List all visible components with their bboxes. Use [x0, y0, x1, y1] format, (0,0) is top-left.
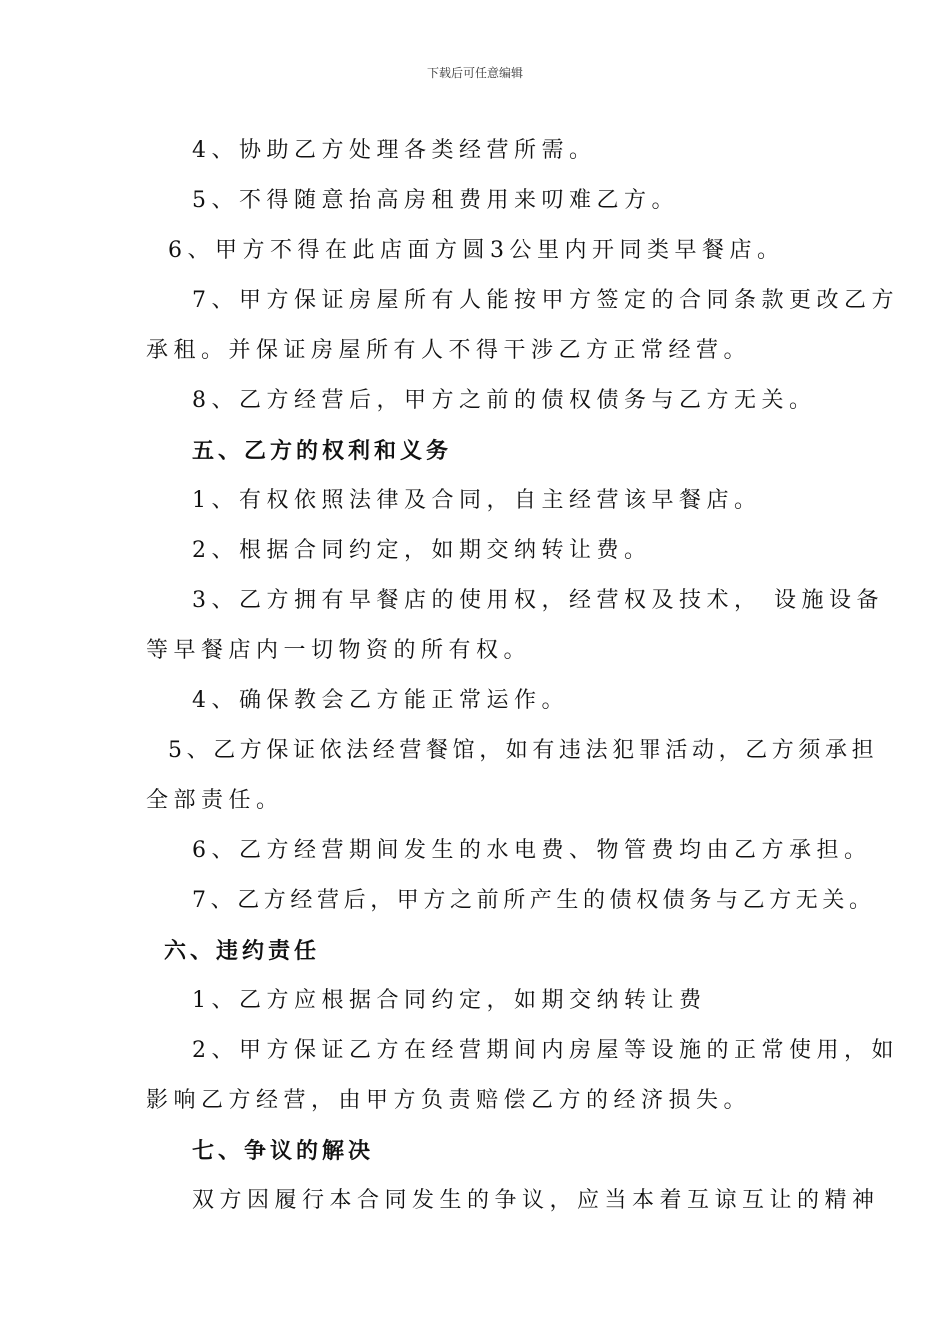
paragraph-line: 双方因履行本合同发生的争议，应当本着互谅互让的精神: [192, 1188, 880, 1213]
paragraph-line: 4、协助乙方处理各类经营所需。: [192, 138, 597, 163]
section-heading: 六、违约责任: [164, 938, 321, 964]
page-header: 下载后可任意编辑: [426, 66, 523, 80]
section-heading: 五、乙方的权利和义务: [192, 438, 453, 464]
paragraph-line: 7、甲方保证房屋所有人能按甲方签定的合同条款更改乙方: [192, 288, 899, 313]
paragraph-line: 4、确保教会乙方能正常运作。: [192, 688, 569, 713]
paragraph-line: 承租。并保证房屋所有人不得干涉乙方正常经营。: [146, 338, 752, 363]
paragraph-line: 5、不得随意抬高房租费用来叨难乙方。: [192, 188, 679, 213]
paragraph-line: 2、甲方保证乙方在经营期间内房屋等设施的正常使用，如: [192, 1038, 899, 1063]
paragraph-line: 2、根据合同约定，如期交纳转让费。: [192, 538, 652, 563]
paragraph-line: 8、乙方经营后，甲方之前的债权债务与乙方无关。: [192, 388, 817, 413]
paragraph-line: 全部责任。: [146, 788, 284, 813]
paragraph-line: 3、乙方拥有早餐店的使用权，经营权及技术， 设施设备: [192, 588, 884, 613]
paragraph-line: 1、乙方应根据合同约定，如期交纳转让费: [192, 988, 707, 1013]
paragraph-line: 等早餐店内一切物资的所有权。: [146, 638, 532, 663]
paragraph-line: 影响乙方经营，由甲方负责赔偿乙方的经济损失。: [146, 1088, 752, 1113]
paragraph-line: 6、乙方经营期间发生的水电费、物管费均由乙方承担。: [192, 838, 872, 863]
section-heading: 七、争议的解决: [192, 1138, 375, 1164]
paragraph-line: 6、甲方不得在此店面方圆3公里内开同类早餐店。: [168, 238, 785, 263]
paragraph-line: 7、乙方经营后，甲方之前所产生的债权债务与乙方无关。: [192, 888, 876, 913]
paragraph-line: 5、乙方保证依法经营餐馆，如有违法犯罪活动，乙方须承担: [168, 738, 879, 763]
paragraph-line: 1、有权依照法律及合同，自主经营该早餐店。: [192, 488, 762, 513]
